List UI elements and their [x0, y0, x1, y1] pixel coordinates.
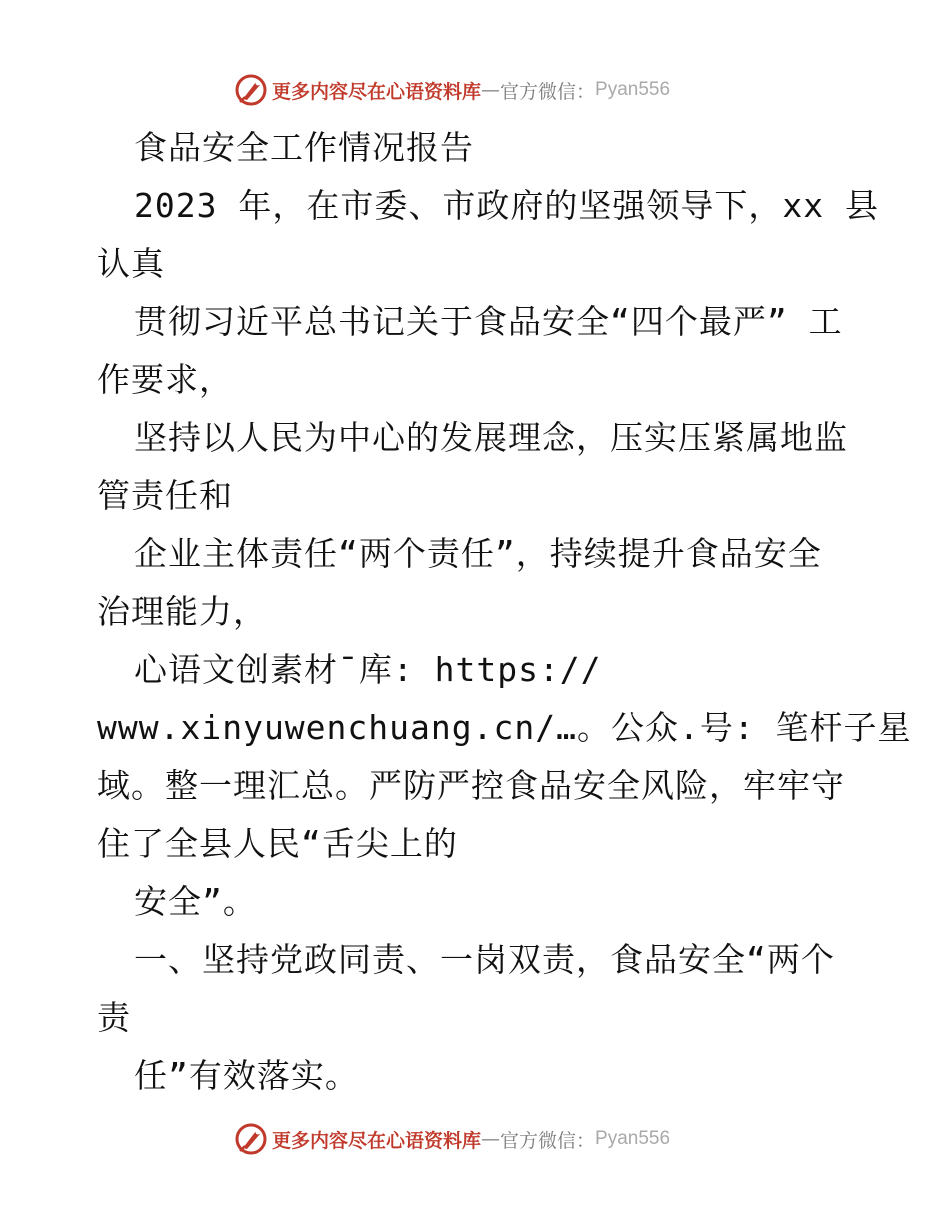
quill-logo-icon: [234, 1122, 268, 1156]
body-line: 认真: [97, 244, 165, 283]
banner-brand: 更多内容尽在心语资料库: [272, 1129, 482, 1152]
header-banner: [234, 73, 714, 107]
body-line: 治理能力，: [97, 592, 267, 631]
body-line: 坚持以人民为中心的发展理念，压实压紧属地监: [134, 418, 848, 457]
body-line: 住了全县人民“舌尖上的: [97, 824, 458, 863]
body-line: www.xinyuwenchuang.cn/…。公众.号: 笔杆子星: [97, 708, 912, 747]
body-line: 管责任和: [97, 476, 233, 515]
section-heading-line: 任”有效落实。: [134, 1056, 359, 1095]
banner-dash: —: [481, 79, 501, 101]
section-heading-line: 责: [97, 998, 131, 1037]
banner-wechat-label: 官方微信：: [500, 80, 596, 103]
body-line: 作要求，: [97, 360, 233, 399]
body-line: 2023 年，在市委、市政府的坚强领导下，xx 县: [134, 186, 879, 225]
banner-brand: 更多内容尽在心语资料库: [272, 80, 482, 103]
banner-wechat-label: 官方微信：: [500, 1129, 596, 1152]
banner-dash: —: [481, 1128, 501, 1150]
quill-logo-icon: [234, 73, 268, 107]
banner-wechat-id: Pyan556: [595, 79, 671, 100]
document-title: 食品安全工作情况报告: [134, 128, 474, 167]
body-line: 企业主体责任“两个责任”，持续提升食品安全: [134, 534, 822, 573]
footer-banner: [234, 1122, 714, 1156]
body-line: 安全”。: [134, 882, 257, 921]
body-line: 域。整一理汇总。严防严控食品安全风险，牢牢守: [97, 766, 845, 805]
banner-wechat-id: Pyan556: [595, 1128, 671, 1149]
body-line: 心语文创素材¯库: https://: [134, 650, 602, 689]
section-heading-line: 一、坚持党政同责、一岗双责，食品安全“两个: [134, 940, 835, 979]
body-line: 贯彻习近平总书记关于食品安全“四个最严” 工: [134, 302, 843, 341]
